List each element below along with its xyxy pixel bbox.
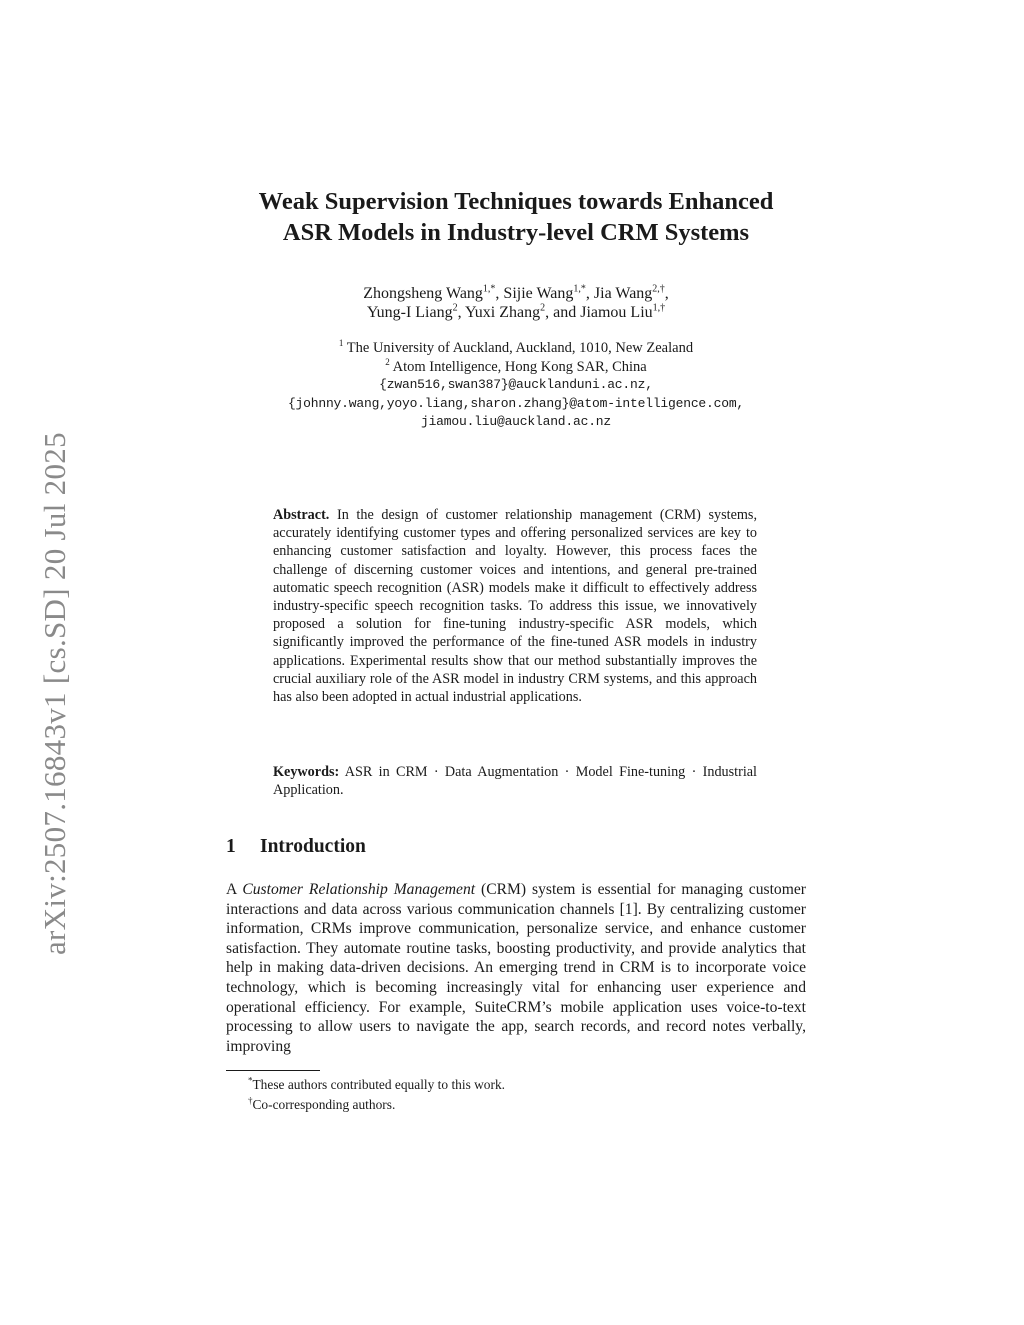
email-line-3[interactable]: jiamou.liu@auckland.ac.nz	[420, 414, 612, 430]
keywords-text: ASR in CRM · Data Augmentation · Model Fine-tuning · Industrial Application.	[273, 764, 757, 799]
introduction-paragraph: A Customer Relationship Management (CRM) system is essential for managing customer interactions and data across various communication channels [1]. By centralizing customer information, CRMs improve communication, personalize service, and enhance customer satisfaction. They automate routine tasks, boosting productivity, and provide analytics that help in making data-driven decisions. An emerging trend in CRM is to incorporate voice technology, which is becoming increasingly vital for enhancing user experience and operational efficiency. For example, SuiteCRM’s mobile application uses voice-to-text processing to allow users to navigate the app, search records, and record notes verbally, improving	[226, 881, 806, 1055]
author-list: Zhongsheng Wang$^{1,*}$, Sijie Wang$^{1,*}$, Jia Wang$^{2,\dagger}$, Yung-I Liang$^2$, Yuxi Zhang$^2$, and Jiamou Liu$^{1,\dagger}$	[363, 283, 669, 321]
author-name: Yuxi Zhang	[465, 304, 541, 321]
section-number: 1	[226, 836, 236, 857]
footnotes	[248, 1075, 808, 1114]
author-name: Zhongsheng Wang	[363, 285, 483, 302]
author-marks: 2,†	[652, 283, 665, 295]
keywords	[273, 763, 757, 799]
author-marks: 1,†	[652, 302, 666, 314]
title-line-2: ASR Models in Industry-level CRM Systems	[282, 219, 750, 246]
abstract	[273, 506, 757, 706]
footnote-corresponding: †Co-corresponding authors.	[248, 1095, 396, 1112]
author-marks: 1,*	[482, 283, 496, 295]
section-title: Introduction	[260, 836, 366, 857]
author-name: Yung-I Liang	[366, 304, 453, 321]
email-line-2[interactable]: {johnny.wang,yoyo.liang,sharon.zhang}@atom-intelligence.com,	[287, 395, 745, 411]
author-marks: 2	[540, 302, 546, 314]
email-line-1[interactable]: {zwan516,swan387}@aucklanduni.ac.nz,	[379, 377, 653, 393]
section-heading-introduction	[226, 834, 806, 860]
paper-title	[226, 186, 806, 248]
affiliations	[226, 339, 806, 432]
abstract-label: Abstract.	[273, 507, 330, 523]
footnote-equal-contribution: *These authors contributed equally to this work.	[248, 1075, 506, 1092]
crm-term: Customer Relationship Management	[242, 881, 476, 898]
abstract-text: In the design of customer relationship management (CRM) systems, accurately identifying customer types and offering personalized services are key to enhancing customer satisfaction and loyalty. However, this process faces the challenge of discerning customer voices and intentions, and general pre-trained automatic speech recognition (ASR) models make it difficult to effectively address industry-specific speech recognition tasks. To address this issue, we innovatively proposed a solution for fine-tuning industry-specific ASR models, which significantly improved the performance of the fine-tuned ASR models in industry applications. Experimental results show that our method substantially improves the crucial auxiliary role of the ASR model in industry CRM systems, and this approach has also been adopted in actual industrial applications.	[273, 507, 758, 706]
arxiv-identifier-stamp: arXiv:2507.16843v1 [cs.SD] 20 Jul 2025	[37, 432, 72, 955]
author-name: Jia Wang	[593, 285, 653, 302]
footnote-divider	[226, 1070, 320, 1071]
introduction-text: (CRM) system is essential for managing customer interactions and data across various communication channels [1]. By centralizing customer information, CRMs improve communication, personalize service, and enhance customer satisfaction. They automate routine tasks, boosting productivity, and provide analytics that help in making data-driven decisions. An emerging trend in CRM is to incorporate voice technology, which is becoming increasingly vital for enhancing user experience and operational efficiency. For example, SuiteCRM’s mobile application uses voice-to-text processing to allow users to navigate the app, search records, and record notes verbally, improving	[226, 881, 806, 1055]
affiliation-2: $^2$ Atom Intelligence, Hong Kong SAR, China	[385, 356, 647, 375]
author-marks: 1,*	[573, 283, 586, 295]
author-name: and Jiamou Liu	[553, 304, 653, 321]
keywords-label: Keywords:	[273, 764, 340, 780]
author-marks: 2	[452, 302, 458, 314]
title-line-1: Weak Supervision Techniques towards Enhanced	[258, 188, 774, 215]
author-name: Sijie Wang	[503, 285, 574, 302]
affiliation-1: $^1$ The University of Auckland, Auckland, 1010, New Zealand	[338, 338, 694, 356]
